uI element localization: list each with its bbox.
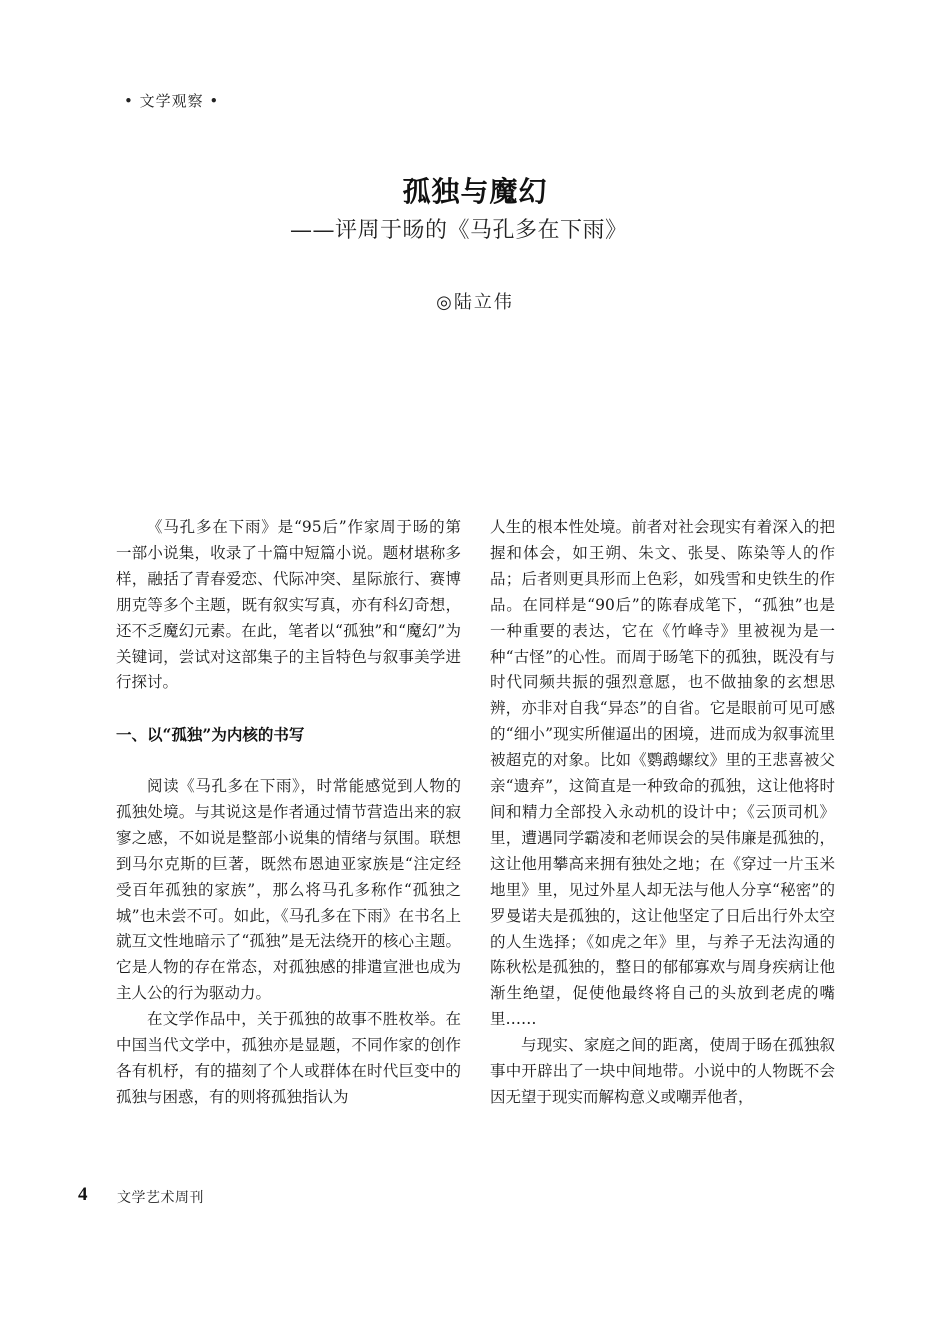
body-paragraph: 在文学作品中，关于孤独的故事不胜枚举。在中国当代文学中，孤独亦是显题，不同作家的创作各有机杼，有的描刻了个人或群体在时代巨变中的孤独与困惑，有的则将孤独指认为 (116, 1010, 461, 1106)
body-paragraph: 与现实、家庭之间的距离，使周于旸在孤独叙事中开辟出了一块中间地带。小说中的人物既不会因无望于现实而解构意义或嘲弄他者， (490, 1036, 835, 1106)
body-paragraph: 《马孔多在下雨》是“95后”作家周于旸的第一部小说集，收录了十篇中短篇小说。题材堪称多样，融括了青春爱恋、代际冲突、星际旅行、赛博朋克等多个主题，既有叙实写真，亦有科幻奇想，还不乏魔幻元素。在此，笔者以“孤独”和“魔幻”为关键词，尝试对这部集子的主旨特色与叙事美学进行探讨。 (116, 518, 461, 692)
column-tag: • 文学观察 • (124, 92, 220, 110)
article-subtitle: ——评周于旸的《马孔多在下雨》 (290, 218, 628, 243)
left-column (116, 515, 461, 1111)
section-heading: 一、以“孤独”为内核的书写 (116, 725, 305, 745)
author-byline: ◎陆立伟 (436, 292, 514, 313)
right-column (490, 515, 835, 1111)
body-paragraph: 阅读《马孔多在下雨》，时常能感觉到人物的孤独处境。与其说这是作者通过情节营造出来的寂寥之感，不如说是整部小说集的情绪与氛围。联想到马尔克斯的巨著，既然布恩迪亚家族是“注定经受百年孤独的家族”，那么将马孔多称作“孤独之城”也未尝不可。如此，《马孔多在下雨》在书名上就互文性地暗示了“孤独”是无法绕开的核心主题。它是人物的存在常态，对孤独感的排遣宣泄也成为主人公的行为驱动力。 (116, 777, 461, 1003)
article-title: 孤独与魔幻 (402, 175, 548, 208)
body-paragraph: 人生的根本性处境。前者对社会现实有着深入的把握和体会，如王朔、朱文、张旻、陈染等人的作品；后者则更具形而上色彩，如残雪和史铁生的作品。在同样是“90后”的陈春成笔下，“孤独”也是一种重要的表达，它在《竹峰寺》里被视为是一种“古怪”的心性。而周于旸笔下的孤独，既没有与时代同频共振的强烈意愿，也不做抽象的玄想思辨，亦非对自我“异态”的自省。它是眼前可见可感的“细小”现实所催逼出的困境，进而成为叙事流里被超克的对象。比如《鹦鹉螺纹》里的王悲喜被父亲“遗弃”，这简直是一种致命的孤独，这让他将时间和精力全部投入永动机的设计中；《云顶司机》里，遭遇同学霸凌和老师误会的吴伟廉是孤独的，这让他用攀高来拥有独处之地；在《穿过一片玉米地里》里，见过外星人却无法与他人分享“秘密”的罗曼诺夫是孤独的，这让他坚定了日后出行外太空的人生选择；《如虎之年》里，与养子无法沟通的陈秋松是孤独的，整日的郁郁寡欢与周身疾病让他渐生绝望，促使他最终将自己的头放到老虎的嘴里…… (490, 518, 835, 1029)
page-number: 4 (78, 1184, 88, 1205)
journal-name: 文学艺术周刊 (117, 1190, 204, 1206)
